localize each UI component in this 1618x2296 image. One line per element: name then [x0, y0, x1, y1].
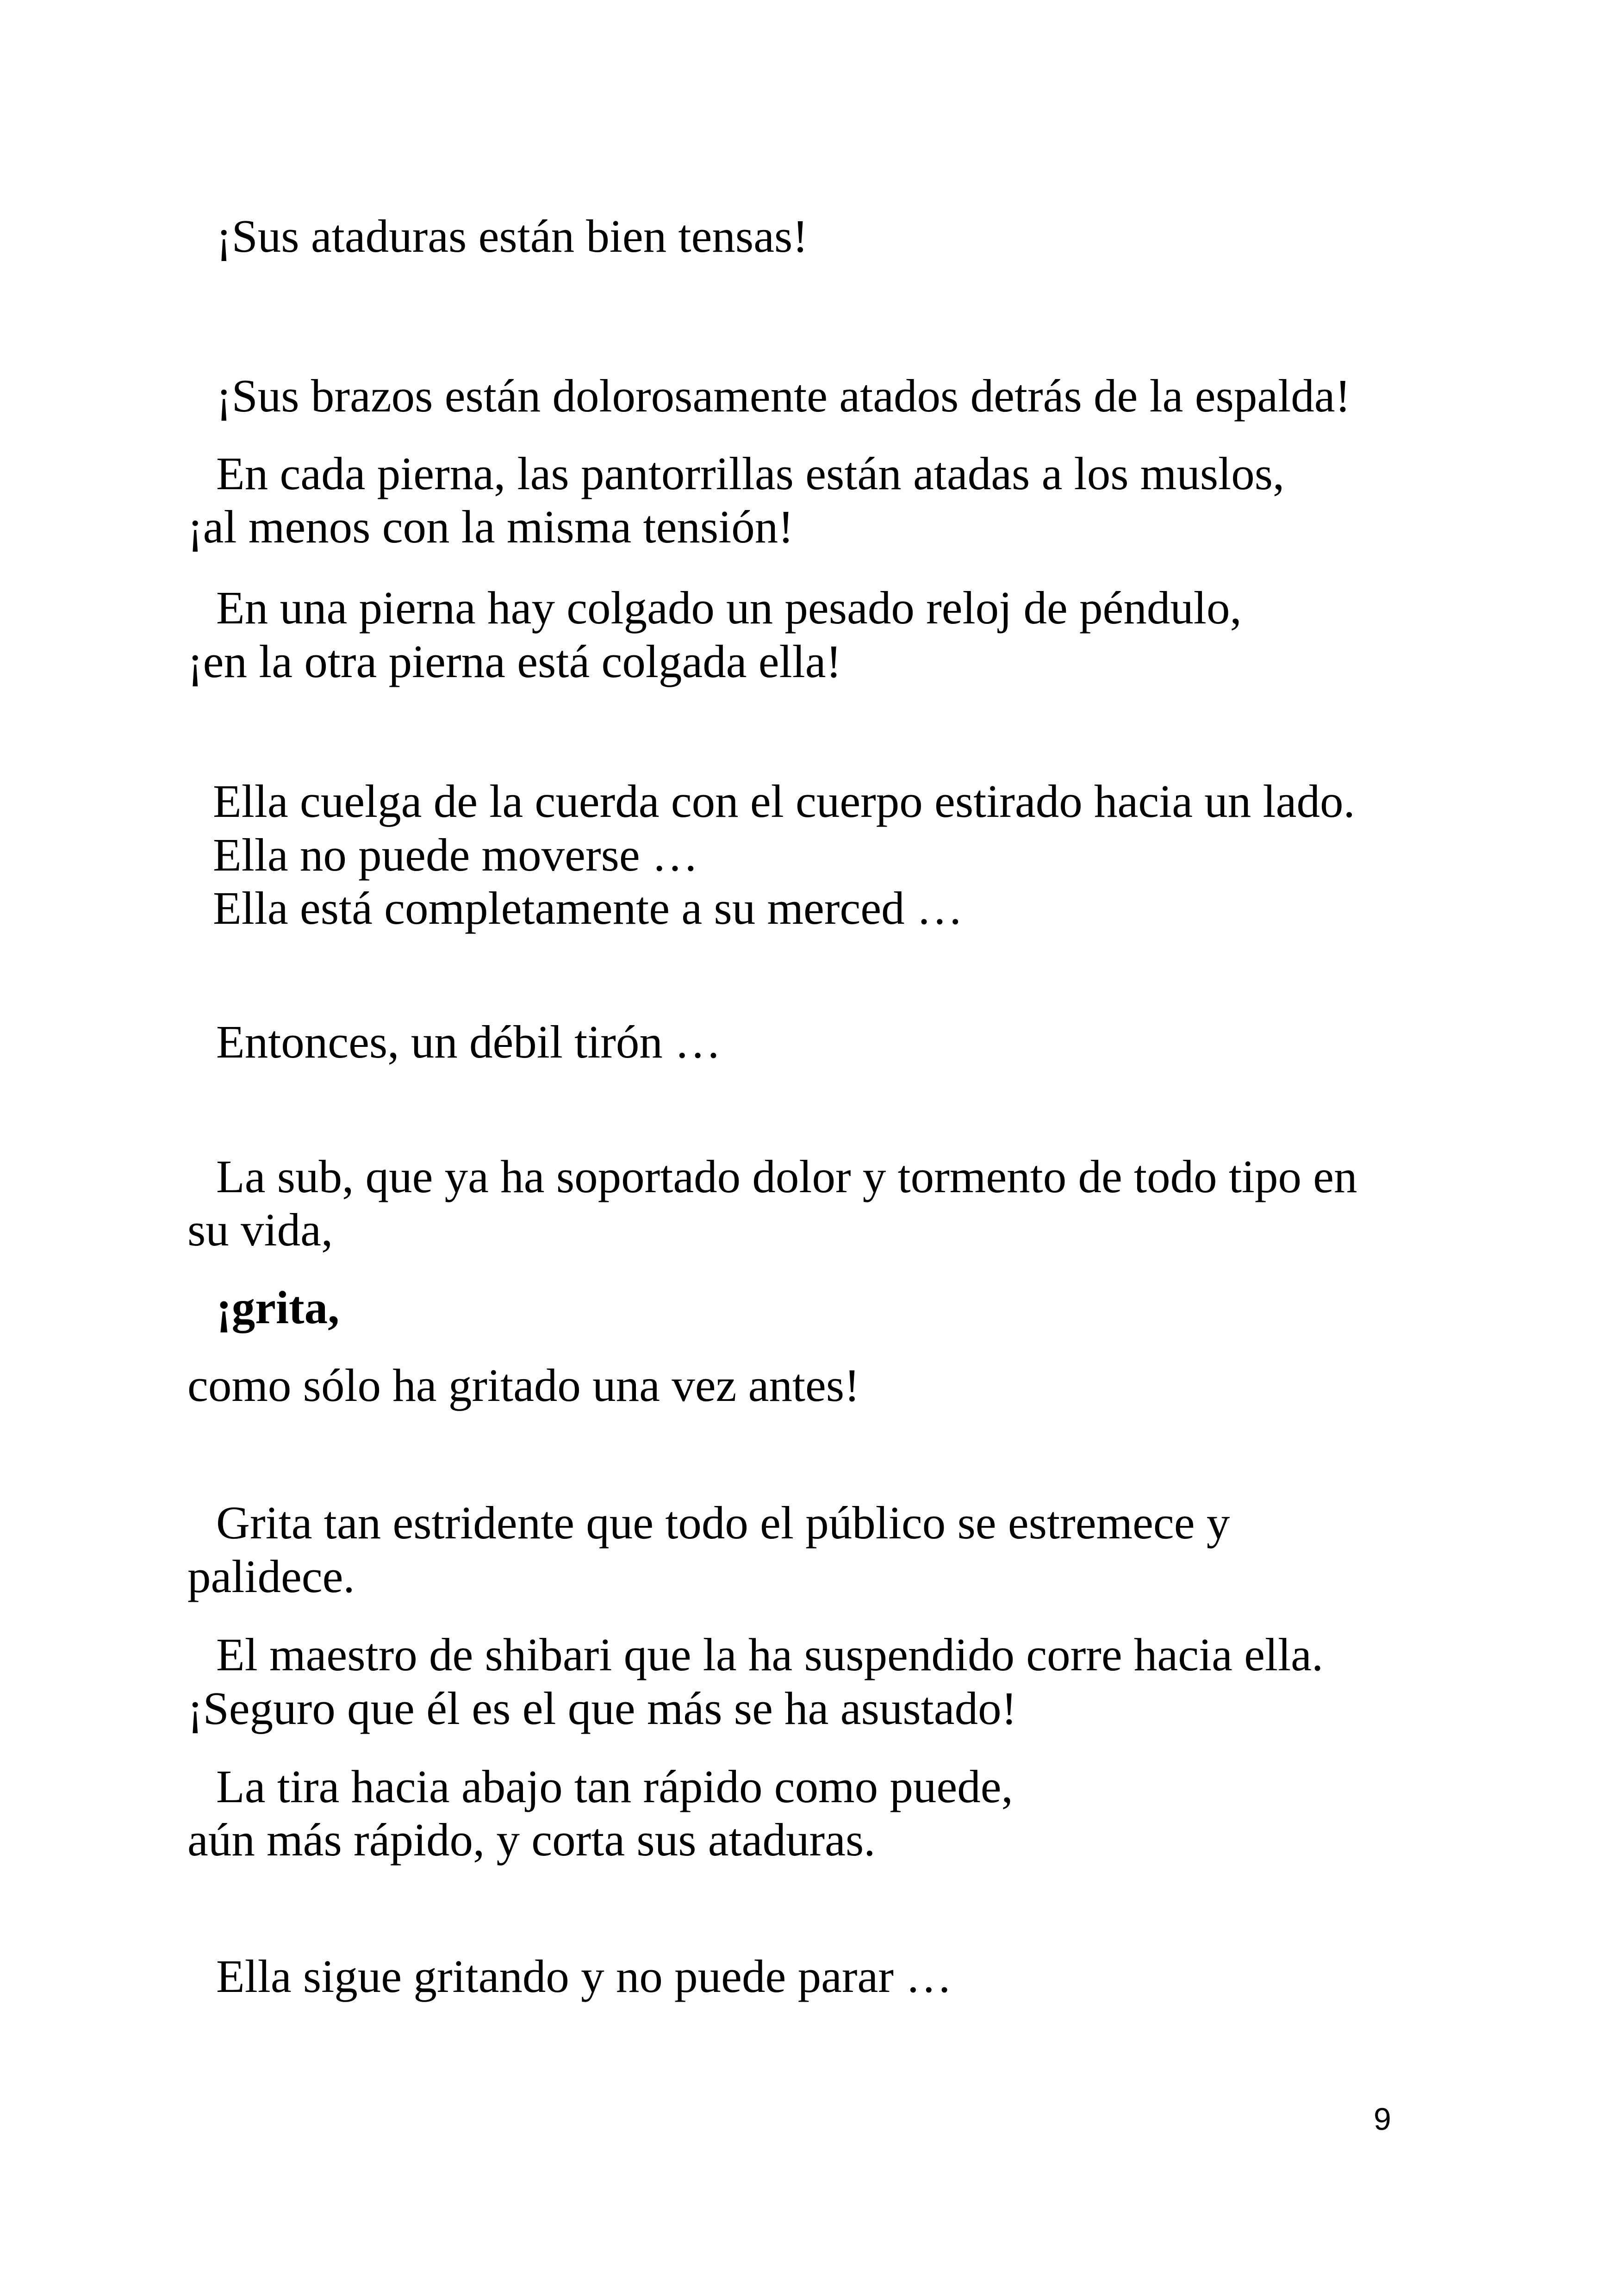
- text-line: La tira hacia abajo tan rápido como puede,: [216, 1761, 1013, 1812]
- text-line: su vida,: [187, 1204, 333, 1256]
- text-line: La sub, que ya ha soportado dolor y tormento de todo tipo en: [216, 1151, 1357, 1202]
- text-line: ¡al menos con la misma tensión!: [187, 501, 794, 553]
- text-line: Grita tan estridente que todo el público se estremece y: [216, 1497, 1230, 1549]
- text-line: Ella no puede moverse …: [213, 829, 698, 881]
- text-line: palidece.: [187, 1550, 355, 1602]
- text-line: Ella cuelga de la cuerda con el cuerpo estirado hacia un lado.: [213, 775, 1355, 827]
- emphasis-line: ¡grita,: [216, 1282, 340, 1333]
- text-line: ¡en la otra pierna está colgada ella!: [187, 635, 842, 687]
- text-line: ¡Sus ataduras están bien tensas!: [216, 210, 808, 262]
- text-line: Ella sigue gritando y no puede parar …: [216, 1950, 952, 2002]
- text-line: aún más rápido, y corta sus ataduras.: [187, 1814, 876, 1866]
- text-line: El maestro de shibari que la ha suspendido corre hacia ella.: [216, 1629, 1324, 1680]
- text-line: En una pierna hay colgado un pesado reloj de péndulo,: [216, 582, 1242, 634]
- text-line: Entonces, un débil tirón …: [216, 1016, 722, 1068]
- text-line: como sólo ha gritado una vez antes!: [187, 1359, 860, 1411]
- text-line: ¡Seguro que él es el que más se ha asustado!: [187, 1682, 1017, 1734]
- text-line: ¡Sus brazos están dolorosamente atados detrás de la espalda!: [216, 370, 1351, 422]
- page-number: 9: [1374, 2102, 1391, 2137]
- text-line: En cada pierna, las pantorrillas están atadas a los muslos,: [216, 448, 1285, 499]
- text-line: Ella está completamente a su merced …: [213, 882, 963, 934]
